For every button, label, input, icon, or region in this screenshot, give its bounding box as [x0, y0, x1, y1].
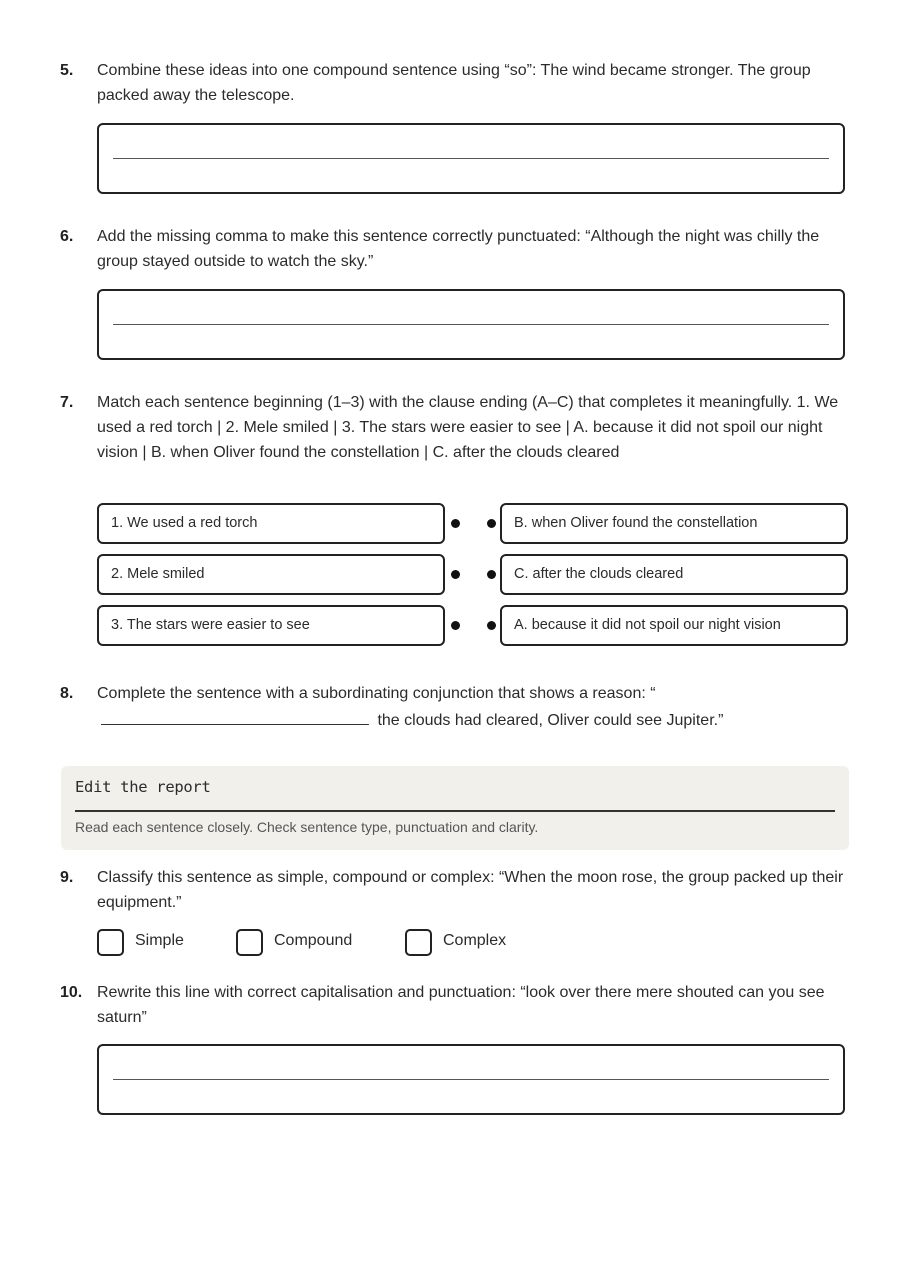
- question-number: 9.: [60, 869, 74, 886]
- writing-line: [113, 1079, 829, 1080]
- writing-line: [113, 324, 829, 325]
- question-6: [60, 224, 850, 274]
- choice-label: Compound: [274, 932, 353, 949]
- question-10: [60, 980, 850, 1030]
- choice-label: Complex: [443, 932, 507, 949]
- question-text: Match each sentence beginning (1–3) with the clause ending (A–C) that completes it meaningfully. 1. We used a red torch | 2. Mele smiled | 3. The stars were easier to see | A. because it did not spoil our night vision | B. when Oliver found the constellation | C. after the clouds cleared: [97, 394, 839, 461]
- answer-box-5[interactable]: [97, 123, 845, 194]
- match-row: [97, 503, 849, 544]
- match-right-item[interactable]: B. when Oliver found the constellation: [500, 503, 848, 544]
- match-row: [97, 554, 849, 595]
- choice-label: Simple: [135, 932, 184, 949]
- question-7: [60, 390, 850, 465]
- match-dot-icon[interactable]: [451, 570, 460, 579]
- match-left-item[interactable]: 2. Mele smiled: [97, 554, 445, 595]
- answer-box-6[interactable]: [97, 289, 845, 360]
- checkbox[interactable]: [236, 929, 263, 956]
- question-text-before: Complete the sentence with a subordinating conjunction that shows a reason: “: [97, 685, 656, 702]
- match-right-item[interactable]: C. after the clouds cleared: [500, 554, 848, 595]
- section-instructions: Read each sentence closely. Check sentence type, punctuation and clarity.: [75, 819, 539, 835]
- question-number: 5.: [60, 62, 74, 79]
- question-text: Add the missing comma to make this sentence correctly punctuated: “Although the night was chilly the group stayed outside to watch the sky.”: [97, 228, 820, 270]
- match-dot-icon[interactable]: [487, 519, 496, 528]
- question-text: Classify this sentence as simple, compound or complex: “When the moon rose, the group packed up their equipment.”: [97, 869, 844, 911]
- match-row: [97, 605, 849, 646]
- question-8: [60, 681, 850, 733]
- match-dot-icon[interactable]: [451, 621, 460, 630]
- section-title: Edit the report: [75, 778, 211, 796]
- question-text-after: the clouds had cleared, Oliver could see Jupiter.”: [377, 712, 724, 729]
- question-number: 7.: [60, 394, 74, 411]
- question-text: Combine these ideas into one compound sentence using “so”: The wind became stronger. The group packed away the telescope.: [97, 62, 811, 104]
- checkbox[interactable]: [97, 929, 124, 956]
- match-dot-icon[interactable]: [487, 621, 496, 630]
- match-right-item[interactable]: A. because it did not spoil our night vision: [500, 605, 848, 646]
- question-number: 8.: [60, 685, 74, 702]
- fill-in-blank[interactable]: [101, 706, 369, 725]
- section-header: [61, 766, 849, 850]
- writing-line: [113, 158, 829, 159]
- question-text: Rewrite this line with correct capitalisation and punctuation: “look over there mere shouted can you see saturn”: [97, 984, 825, 1026]
- match-left-item[interactable]: 3. The stars were easier to see: [97, 605, 445, 646]
- answer-box-10[interactable]: [97, 1044, 845, 1115]
- question-9: [60, 865, 850, 915]
- question-text: [97, 681, 850, 733]
- checkbox[interactable]: [405, 929, 432, 956]
- question-number: 6.: [60, 228, 74, 245]
- section-divider: [75, 810, 835, 812]
- question-number: 10.: [60, 984, 83, 1001]
- question-5: [60, 58, 850, 108]
- match-left-item[interactable]: 1. We used a red torch: [97, 503, 445, 544]
- match-dot-icon[interactable]: [451, 519, 460, 528]
- match-dot-icon[interactable]: [487, 570, 496, 579]
